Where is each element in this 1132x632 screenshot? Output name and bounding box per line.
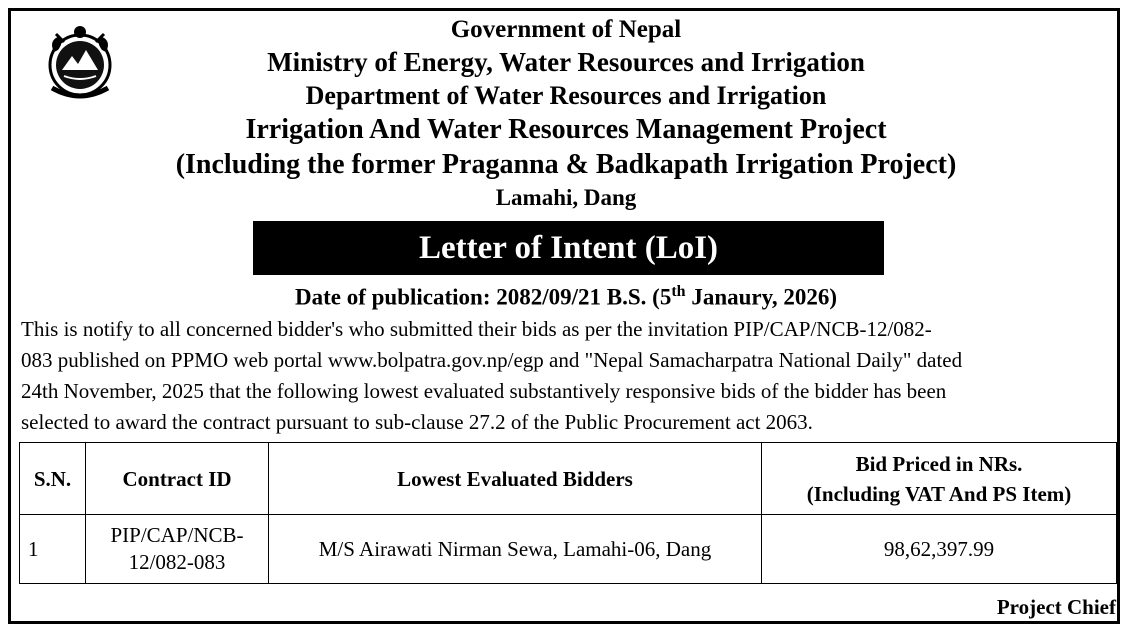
document-title: Letter of Intent (LoI) [253,221,884,275]
cell-contract-id: PIP/CAP/NCB- 12/082-083 [86,515,269,584]
header-sn: S.N. [20,443,86,515]
header-project: Irrigation And Water Resources Management Project [245,114,887,145]
publication-date: Date of publication: 2082/09/21 B.S. (5th Janaury, 2026) [295,283,837,310]
header-department: Department of Water Resources and Irrigation [305,81,827,110]
header-location: Lamahi, Dang [495,185,637,210]
header-contract-id: Contract ID [86,443,269,515]
cell-price: 98,62,397.99 [762,515,1117,584]
table-row [20,515,1117,584]
body-line: 24th November, 2025 that the following lowest evaluated substantively responsive bids of the bidder has been [21,379,947,403]
body-line: 083 published on PPMO web portal www.bolpatra.gov.np/egp and "Nepal Samacharpatra National Daily" dated [21,348,963,372]
body-line: This is notify to all concerned bidder's who submitted their bids as per the invitation PIP/CAP/NCB-12/082- [21,317,932,341]
header-project-subtitle: (Including the former Praganna & Badkapath Irrigation Project) [175,149,957,180]
cell-bidder: M/S Airawati Nirman Sewa, Lamahi-06, Dang [269,515,762,584]
header-ministry: Ministry of Energy, Water Resources and Irrigation [267,47,865,77]
header-government: Government of Nepal [450,16,682,43]
bids-table [19,442,1117,584]
body-line: selected to award the contract pursuant to sub-clause 27.2 of the Public Procurement act 2063. [21,410,813,434]
signature-project-chief: Project Chief [996,595,1116,619]
cell-sn: 1 [20,515,86,584]
notice-body [21,314,1115,438]
header-price: Bid Priced in NRs. (Including VAT And PS Item) [762,443,1117,515]
header-bidder: Lowest Evaluated Bidders [269,443,762,515]
table-header-row [20,443,1117,515]
